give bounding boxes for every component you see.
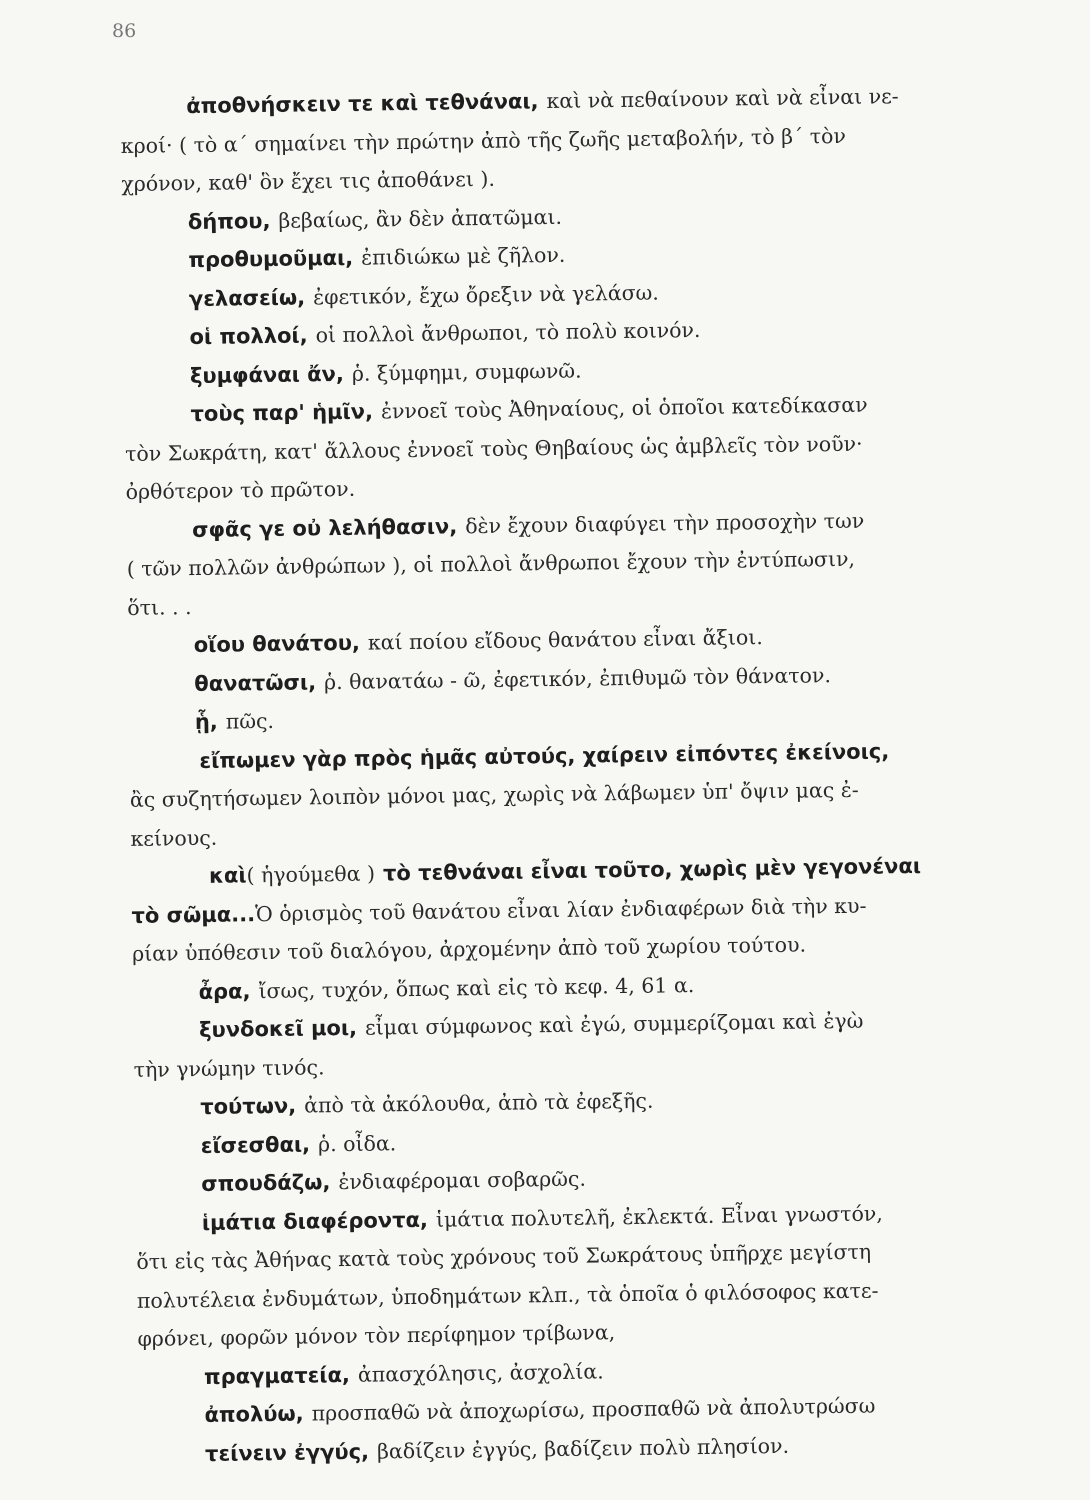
gloss-text: οἱ πολλοὶ ἄνθρωποι, τὸ πολὺ κοινόν. [315, 317, 701, 348]
gloss-text: ρίαν ὑπόθεσιν τοῦ διαλόγου, ἀρχομένην ἀπὸ τοῦ χωρίου τούτου. [131, 932, 807, 966]
headword: τείνειν ἐγγύς, [204, 1439, 370, 1466]
gloss-text: φρόνει, φορῶν μόνον τὸν περίφημον τρίβωνα, [137, 1320, 616, 1351]
gloss-text: εἶμαι σύμφωνος καὶ ἐγώ, συμμερίζομαι καὶ ἐγὼ [364, 1008, 864, 1040]
headword: τούτων, [200, 1093, 297, 1119]
headword: πραγματεία, [203, 1362, 351, 1389]
headword: ἱμάτια διαφέροντα, [201, 1207, 429, 1235]
gloss-text: βεβαίως, ἂν δὲν ἀπατῶμαι. [278, 204, 563, 233]
headword: οἵου θανάτου, [193, 630, 361, 658]
gloss-text: χρόνον, καθ' ὃν ἔχει τις ἀποθάνει ). [121, 166, 496, 196]
gloss-text: ῥ. οἶδα. [317, 1130, 397, 1156]
headword: γελασείω, [188, 284, 306, 311]
gloss-text: ὅτι. . . [127, 594, 192, 620]
gloss-text: τὸν Σωκράτη, κατ' ἄλλους ἐννοεῖ τοὺς Θηβαίους ὡς ἀμβλεῖς τὸν νοῦν· [124, 431, 863, 466]
quoted-phrase: τὸ τεθνάναι εἶναι τοῦτο, χωρὶς μὲν γεγονέναι [382, 853, 922, 886]
headword: οἱ πολλοί, [189, 323, 308, 350]
quoted-phrase: εἴπωμεν γὰρ πρὸς ἡμᾶς αὐτούς, χαίρειν εἰπόντες ἐκείνοις, [199, 738, 890, 773]
gloss-text: ἀπασχόλησις, ἀσχολία. [357, 1358, 604, 1387]
gloss-text: ( ἡγούμεθα ) [246, 861, 376, 888]
gloss-text: ἐνδιαφέρομαι σοβαρῶς. [338, 1166, 587, 1195]
headword: καὶ [208, 863, 247, 888]
gloss-text: ὅτι εἰς τὰς Ἀθήνας κατὰ τοὺς χρόνους τοῦ Σωκράτους ὑπῆρχε μεγίστη [136, 1239, 872, 1274]
quoted-phrase: τὸ σῶμα... [131, 901, 256, 928]
gloss-text: ἱμάτια πολυτελῆ, ἐκλεκτά. Εἶναι γνωστόν, [435, 1200, 883, 1232]
headword: προθυμοῦμαι, [188, 245, 354, 273]
headword: ἆρα, [198, 978, 251, 1004]
gloss-text: καὶ νὰ πεθαίνουν καὶ νὰ εἶναι νε- [546, 84, 899, 114]
headword: ξυμφάναι ἄν, [189, 361, 345, 388]
gloss-text: ἐφετικόν, ἔχω ὄρεξιν νὰ γελάσω. [312, 279, 659, 309]
headword: εἴσεσθαι, [200, 1131, 311, 1158]
headword: ᾗ, [194, 709, 218, 735]
gloss-text: ἴσως, τυχόν, ὅπως καὶ εἰς τὸ κεφ. 4, 61 α. [258, 972, 695, 1003]
headword: τοὺς παρ' ἡμῖν, [190, 399, 374, 427]
headword: ἀπολύω, [204, 1401, 304, 1427]
gloss-text: προσπαθῶ νὰ ἀποχωρίσω, προσπαθῶ νὰ ἀπολυτρώσω [311, 1393, 876, 1426]
gloss-text: ῥ. ξύμφημι, συμφωνῶ. [351, 358, 582, 386]
gloss-text: ἐπιδιώκω μὲ ζῆλον. [361, 242, 566, 270]
gloss-text: ἂς συζητήσωμεν λοιπὸν μόνοι μας, χωρὶς νὰ λάβωμεν ὑπ' ὄψιν μας ἐ- [129, 777, 859, 812]
headword: σφᾶς γε οὐ λελήθασιν, [192, 513, 458, 542]
gloss-text: ἐννοεῖ τοὺς Ἀθηναίους, οἱ ὁποῖοι κατεδίκασαν [380, 392, 868, 424]
gloss-text: βαδίζειν ἐγγύς, βαδίζειν πολὺ πλησίον. [376, 1433, 790, 1464]
headword: θανατῶσι, [194, 669, 317, 696]
headword: δήπου, [187, 208, 271, 234]
headword: σπουδάζω, [201, 1170, 331, 1196]
gloss-text: ῥ. θανατάω - ῶ, ἐφετικόν, ἐπιθυμῶ τὸν θάνατον. [323, 662, 832, 694]
gloss-text: δὲν ἔχουν διαφύγει τὴν προσοχὴν των [465, 508, 865, 538]
page-number: 86 [112, 20, 137, 42]
gloss-text: κείνους. [130, 825, 218, 851]
headword: ξυνδοκεῖ μοι, [198, 1015, 358, 1042]
commentary-text [120, 75, 1039, 1473]
gloss-text: πολυτέλεια ἐνδυμάτων, ὑποδημάτων κλπ., τὰ ὁποῖα ὁ φιλόσοφος κατε- [136, 1278, 879, 1313]
gloss-text: κροί· ( τὸ α΄ σημαίνει τὴν πρώτην ἀπὸ τῆς ζωῆς μεταβολήν, τὸ β΄ τὸν [120, 123, 847, 158]
gloss-text: ἀπὸ τὰ ἀκόλουθα, ἀπὸ τὰ ἐφεξῆς. [304, 1088, 654, 1118]
gloss-text: ὀρθότερον τὸ πρῶτον. [125, 476, 356, 504]
gloss-text: πῶς. [225, 708, 275, 734]
gloss-text: τὴν γνώμην τινός. [133, 1054, 325, 1082]
gloss-text: ( τῶν πολλῶν ἀνθρώπων ), οἱ πολλοὶ ἄνθρωποι ἔχουν τὴν ἐντύπωσιν, [126, 546, 856, 581]
gloss-text: καί ποίου εἴδους θανάτου εἶναι ἄξιοι. [367, 625, 763, 655]
headword: ἀποθνήσκειν τε καὶ τεθνάναι, [186, 89, 539, 119]
gloss-text: Ὁ ὁρισμὸς τοῦ θανάτου εἶναι λίαν ἐνδιαφέρων διὰ τὴν κυ- [254, 893, 867, 926]
